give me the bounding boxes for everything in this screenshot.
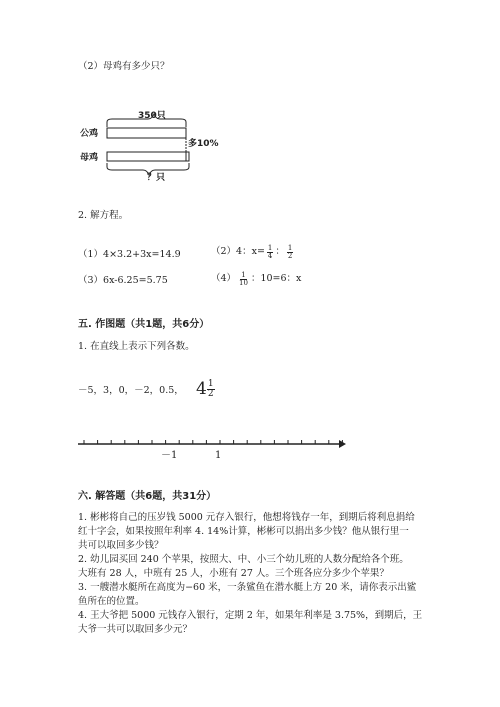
section6-body — [78, 511, 422, 637]
eq4-suffix: ：10=6：x — [250, 273, 302, 285]
body-line: 3. 一艘潜水艇所在高度为−60 米，一条鲨鱼在潜水艇上方 20 米，请你表示出鲨 — [78, 582, 417, 593]
label-1: 1 — [215, 450, 222, 461]
number-list: －5，3，0，－2，0.5， — [78, 385, 184, 396]
mixed-num: 1 — [207, 378, 214, 389]
eq2-fraction-2 — [287, 245, 293, 260]
section6-heading: 六. 解答题（共6题，共31分） — [78, 491, 217, 502]
eq2-f1-num: 1 — [267, 244, 273, 252]
mixed-fraction — [207, 380, 215, 399]
label-neg-1: －1 — [161, 450, 178, 461]
eq4-f-den: 10 — [239, 279, 248, 287]
body-line: 2. 幼儿园买回 240 个苹果，按照大、中、小三个幼儿班的人数分配给各个班。 — [78, 554, 409, 565]
eq4-fraction — [238, 272, 249, 287]
body-line: 共可以取回多少钱？ — [78, 540, 164, 551]
body-line: 鱼所在的位置。 — [78, 596, 145, 607]
equation-3: （3）6x-6.25=5.75 — [78, 275, 168, 286]
more-label: 多10% — [188, 139, 219, 149]
bar-diagram — [70, 105, 270, 190]
top-label: 350只 — [138, 111, 166, 121]
section5-heading: 五. 作图题（共1题，共6分） — [78, 319, 210, 330]
bottom-label: ？只 — [147, 173, 166, 183]
equation-4 — [211, 272, 301, 287]
eq2-f2-num: 1 — [287, 244, 293, 252]
eq2-colon: ： — [275, 246, 285, 258]
body-line: 大班有 28 人，中班有 25 人，小班有 27 人。三个班各应分多少个苹果？ — [78, 568, 389, 579]
body-line: 4. 王大爷把 5000 元钱存入银行，定期 2 年，如果年利率是 3.75%，到期后，王 — [78, 610, 423, 621]
gongji-label: 公鸡 — [80, 129, 99, 139]
eq2-f1-den: 4 — [267, 252, 273, 260]
body-line: 大爷一共可以取回多少元？ — [78, 624, 193, 635]
equation-2 — [211, 245, 295, 260]
mixed-number — [196, 378, 215, 400]
body-line: 红十字会，如果按照年利率 4. 14%计算，彬彬可以捐出多少钱？他从银行里一 — [78, 526, 409, 537]
solve-heading: 2. 解方程。 — [78, 210, 129, 221]
mixed-whole: 4 — [196, 379, 207, 399]
eq4-f-num: 1 — [241, 271, 246, 279]
gongji-bar — [107, 128, 186, 138]
muji-label: 母鸡 — [80, 153, 99, 163]
number-line — [76, 437, 351, 451]
eq2-f2-den: 2 — [287, 252, 293, 260]
section5-instruction: 1. 在直线上表示下列各数。 — [78, 341, 195, 352]
body-line: 1. 彬彬将自己的压岁钱 5000 元存入银行，他想将钱存一年，到期后将利息捐给 — [78, 512, 415, 523]
question-title: （2）母鸡有多少只？ — [78, 61, 170, 72]
muji-bar-main — [107, 152, 186, 161]
eq4-prefix: （4） — [211, 273, 237, 285]
equation-1: （1）4×3.2+3x=14.9 — [78, 249, 181, 260]
mixed-den: 2 — [207, 388, 214, 399]
eq2-prefix: （2）4：x= — [211, 246, 265, 258]
muji-bar-extra — [186, 152, 189, 161]
eq2-fraction-1 — [267, 245, 273, 260]
